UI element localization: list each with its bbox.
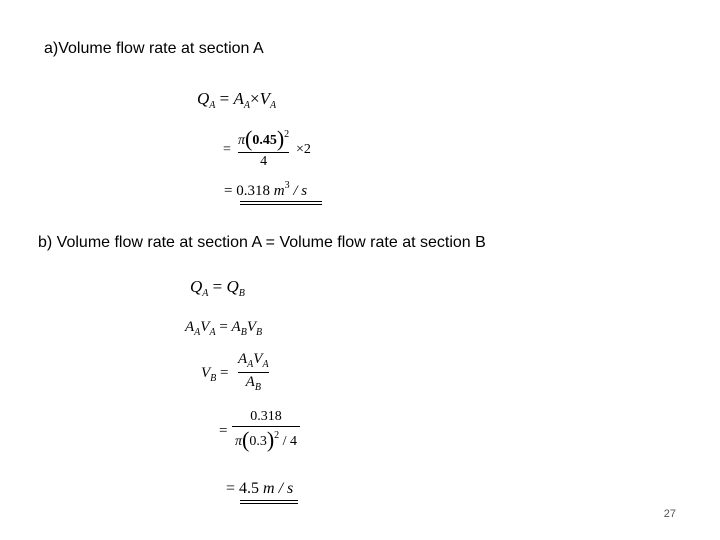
part-a-fraction xyxy=(238,128,289,169)
part-a-equation-1 xyxy=(197,90,276,111)
velocity-symbol: V xyxy=(259,89,270,108)
fraction-numerator: $\pi(0.45)^2$ xyxy=(238,126,290,151)
part-b-fraction-1: $A_AV_A$ $A_B$ xyxy=(238,351,269,393)
area-subscript: A xyxy=(243,100,250,111)
q-symbol: Q xyxy=(197,89,210,108)
part-b-equation-3-lhs: $V_B$ = xyxy=(201,365,229,384)
part-a-result-underline xyxy=(240,201,322,205)
part-a-heading: a)Volume flow rate at section A xyxy=(44,40,264,57)
part-a-equation-3: = 0.318 $m^3$ / s xyxy=(224,180,308,199)
q-subscript: A xyxy=(209,100,216,111)
part-b-heading: b) Volume flow rate at section A = Volume flow rate at section B xyxy=(38,234,486,251)
part-b-fraction-2: 0.318 $\pi(0.3)^2 / 4$ xyxy=(232,410,300,451)
part-b-equation-1: $Q_A = Q_B$ xyxy=(190,277,245,299)
part-b-equation-4-equals: = xyxy=(219,423,228,439)
fraction-denominator: 4 xyxy=(260,154,268,169)
part-b-result-underline xyxy=(240,500,298,504)
part-a-equation-2-equals: = xyxy=(223,142,231,157)
part-a-multiplier: ×2 xyxy=(296,142,311,157)
part-b-equation-5: = 4.5 m / s xyxy=(226,480,294,497)
fraction-bar xyxy=(238,152,289,153)
equals-sign: = xyxy=(219,89,230,108)
times-sign: × xyxy=(249,89,260,108)
velocity-subscript: A xyxy=(269,100,277,111)
area-symbol: A xyxy=(233,89,244,108)
page-number: 27 xyxy=(663,508,676,520)
part-b-equation-2: $A_AV_A = A_BV_B$ xyxy=(185,319,263,338)
